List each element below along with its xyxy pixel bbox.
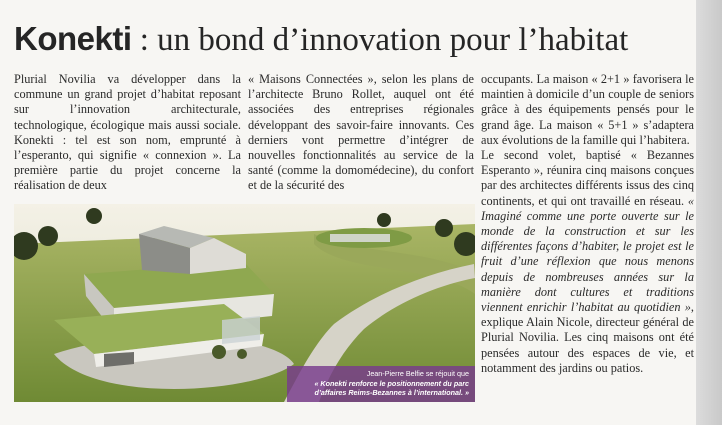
article-column-2: « Maisons Connectées », selon les plans de l’architecte Bruno Rollet, auquel ont été associées des entreprises régionales développant des savoir-faire innovants. Ces derniers vont permettre d’intégrer de nouvelles fonctionnalités au service de la santé (comme la domomédecine), du confort et de la sécurité des <box>248 72 474 193</box>
headline-rest: : un bond d’innovation pour l’habitat <box>131 22 629 58</box>
paragraph-2-intro: Le second volet, baptisé « Bezannes Esperanto », réunira cinq maisons conçues par des architectes différents issus des cinq continents, et qui ont travaillé en réseau. <box>481 148 694 208</box>
column-3-paragraph-2 <box>481 148 694 376</box>
paragraph-2-end: , explique Alain Nicole, directeur général de Plurial Novilia. Les cinq maisons ont été pensées autour des espaces de vie, et notamment des jardins ou patios. <box>481 300 694 375</box>
column-3-paragraph-1: occupants. La maison « 2+1 » favorisera le maintien à domicile d’un couple de seniors grâce à des équipements pensés pour le grand âge. La maison « 5+1 » s’adaptera aux évolutions de la famille qui l’habitera. <box>481 72 694 147</box>
photo-caption <box>287 366 475 402</box>
article-column-1: Plurial Novilia va développer dans la commune un grand projet d’habitat reposant sur l’innovation architecturale, technologique, écologique mais aussi sociale. Konekti : tel est son nom, emprunté à l’esperanto, qui signifie « connexion ». La première partie du projet concerne la réalisation de deux <box>14 72 241 193</box>
caption-quote: « Konekti renforce le positionnement du parc d’affaires Reims-Bezannes à l’international. » <box>314 378 469 398</box>
article-column-3 <box>481 72 694 376</box>
headline <box>14 20 628 59</box>
paragraph-2-quote: « Imaginé comme une porte ouverte sur le monde de la construction et sur les différentes façons d’habiter, le projet est le fruit d’une réflexion que nous menons depuis de nombreuses années sur la manière dont cultures et traditions viennent enrichir l’habitat au quotidien » <box>481 193 694 315</box>
headline-brand: Konekti <box>14 20 132 57</box>
page-edge-band <box>696 0 722 425</box>
caption-credit: Jean-Pierre Belfie se réjouit que <box>366 369 469 379</box>
house-photo <box>14 204 475 402</box>
